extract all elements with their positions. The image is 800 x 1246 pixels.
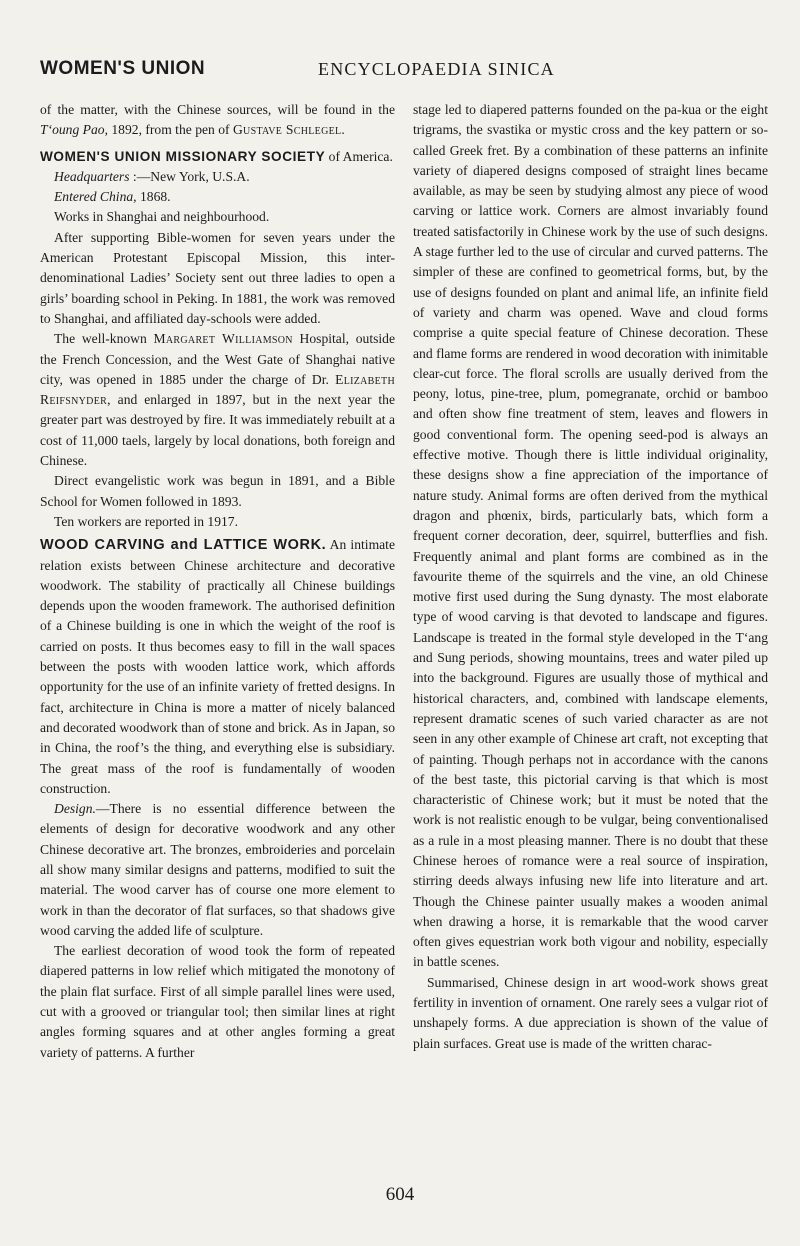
running-head-title: WOMEN'S UNION: [40, 58, 206, 79]
wms-title: WOMEN'S UNION MISSIONARY SOCIETY: [40, 148, 326, 164]
running-head: [40, 58, 760, 82]
paragraph: Design.—There is no essential difference between the elements of design for decorative woodwork and any other Chinese decorative art. The bronzes, embroideries and porcelain all show many similar designs and patterns, modified to suit the material. The wood carver has of course one more element to work in than the decorator of flat surfaces, so that shadows give wood carving the added life of sculpture.: [40, 801, 395, 938]
paragraph: Summarised, Chinese design in art wood-work shows great fertility in invention of ornament. One rarely sees a vulgar riot of unshapely forms. A due appreciation is shown of the value of plain surfaces. Great use is made of the written charac-: [413, 974, 768, 1051]
works-line: Works in Shanghai and neighbourhood.: [54, 209, 270, 225]
journal-title: T‘oung Pao: [40, 122, 105, 138]
paragraph: After supporting Bible-women for seven years under the American Protestant Episcopal Mission, this inter-denominational Ladies’ Society sent out three ladies to open a girls’ boarding school in Peking. In 1881, the work was removed to Shanghai, and affiliated day-schools were added.: [40, 229, 395, 326]
page-number: 604: [385, 1184, 415, 1205]
entry-heading-wms: WOMEN'S UNION MISSIONARY SOCIETY of America.: [40, 148, 393, 164]
running-head-work-title: ENCYCLOPAEDIA SINICA: [318, 59, 555, 79]
continued-paragraph: of the matter, with the Chinese sources, will be found in the T‘oung Pao, 1892, from the pen of Gustave Schlegel.: [40, 102, 395, 138]
wood-carving-title: WOOD CARVING and LATTICE WORK.: [40, 537, 327, 554]
person-name: Elizabeth Reifsnyder,: [40, 371, 395, 408]
author-name: Gustave Schlegel.: [232, 122, 346, 138]
left-column: [40, 100, 395, 1063]
paragraph: Direct evangelistic work was begun in 1891, and a Bible School for Women followed in 1893.: [40, 473, 395, 509]
paragraph: Ten workers are reported in 1917.: [54, 513, 239, 529]
paragraph: The earliest decoration of wood took the form of repeated diapered patterns in low relief which mitigated the monotony of the plain flat surface. First of all simple parallel lines were used, cut with a grooved or triangular tool; then similar lines at right angles forming squares and at other angles forming a great variety of patterns. A further: [40, 943, 395, 1060]
paragraph: The well-known Margaret Williamson Hospital, outside the French Concession, and the West Gate of Shanghai native city, was opened in 1885 under the charge of Dr. Elizabeth Reifsnyder, and enlarged in 1897, but in the next year the greater part was destroyed by fire. It was immediately rebuilt at a cost of 11,000 taels, largely by local donations, both foreign and Chinese.: [40, 331, 395, 469]
entry-wood-carving: WOOD CARVING and LATTICE WORK. An intimate relation exists between Chinese architecture and decorative woodwork. The stability of practically all Chinese buildings depends upon the wooden framework. The authorised definition of a Chinese building is one in which the weight of the roof is carried on posts. It thus becomes easy to fill in the wall spaces between the posts with wooden lattice work, which affords opportunity for the use of an infinite variety of fretted designs. In fact, architecture in China is more a matter of nicely balanced and decorated woodwork than of stone and brick. As in Japan, so in China, the roof’s the thing, and everything else is subsidiary. The great mass of the roof is fundamentally of wooden construction.: [40, 537, 395, 796]
right-column: [413, 100, 768, 1054]
design-subheading: Design.: [54, 801, 96, 817]
paragraph: stage led to diapered patterns founded on the pa-kua or the eight trigrams, the svastika or mystic cross and the key pattern or so-called Greek fret. By a combination of these patterns an infinite variety of diapered designs composed of straight lines became available, as may be seen by studying almost any piece of wood carving or lattice work. Corners are almost invariably found treated satisfactorily in Chinese work by the use of such designs. A stage further led to the use of circular and curved patterns. The simpler of these are confined to geometrical forms, but, by the use of designs founded on plant and animal life, an infinite field of variety and charm was opened. Wave and cloud forms comprise a quite special feature of Chinese decoration. These and flame forms are rendered in wood decoration with inimitable clear-cut force. The floral scrolls are usually derived from the peony, lotus, pine-tree, plum, pomegranate, orchid or bamboo and often show fine treatment of stem, leaves and flowers in good conventional form. The opening seed-pod is always an effective motive. Though there is little individual originality, these designs show a fine appreciation of the importance of nature study. Animal forms are often derived from the mythical dragon and phœnix, birds, particularly bats, which form a frequent corner decoration, deer, squirrel, butterflies and fish. Frequently animal and plant forms are combined as in the favourite theme of the squirrels and the vine, an old Chinese motive first used during the Sung dynasty. The most elaborate type of wood carving is that devoted to landscape and figures. Landscape is treated in the formal style developed in the T‘ang and Sung periods, showing mountains, trees and water piled up into the background. Figures are usually those of mythical and historical characters, and, combined with landscape elements, represent dramatic scenes of such varied character as are not seen in any other example of Chinese art craft, not excepting that of painting. Though perhaps not in accordance with the canons of the best taste, this pictorial carving is that which is most characteristic of Chinese work; but it must be noted that the work is not realistic enough to be vulgar, being conventionalised as a rule in a most pleasing manner. There is no doubt that these Chinese heroes of romance were a real source of inspiration, stirring deeds always infusing new life into literature and art. Though the Chinese painter usually makes a wooden animal when drawing a horse, it is remarkable that the wood carver often gives equestrian work both vigour and nobility, especially in battle scenes.: [413, 102, 768, 970]
person-name: Margaret Williamson: [153, 331, 293, 347]
headquarters-line: Headquarters :—New York, U.S.A.: [54, 168, 250, 184]
entered-china-line: Entered China, 1868.: [54, 189, 171, 205]
